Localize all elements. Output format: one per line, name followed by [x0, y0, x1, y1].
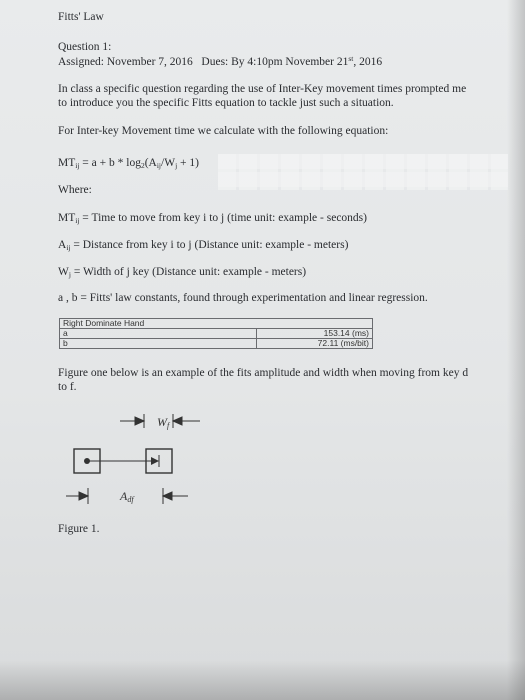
definition-mt: $MT_{ij}$ = Time to move from key i to j (time unit: example - seconds)	[58, 212, 367, 225]
assignment-dates	[58, 52, 382, 69]
table-row	[60, 329, 373, 339]
equation-intro: For Inter-key Movement time we calculate with the following equation:	[58, 125, 389, 137]
where-label: Where:	[58, 184, 92, 196]
movement-arrowhead	[151, 457, 159, 465]
table-header-row	[60, 319, 373, 329]
page-bottom-shadow	[0, 660, 525, 700]
definition-a: $A_{ij}$ = Distance from key i to j (Distance unit: example - meters)	[58, 239, 349, 252]
width-label: Wf	[157, 415, 170, 430]
table-cell-label: a	[60, 329, 257, 339]
table-header: Right Dominate Hand	[60, 319, 373, 329]
table-cell-label: b	[60, 339, 257, 349]
figure-description: Figure one below is an example of the fits amplitude and width when moving from key d to f.	[58, 367, 469, 393]
constants-table	[59, 318, 373, 349]
table-row	[60, 339, 373, 349]
page-edge-shadow	[507, 0, 525, 700]
figure-caption: Figure 1.	[58, 523, 100, 535]
definition-w: $W_j$ = Width of j key (Distance unit: example - meters)	[58, 266, 307, 279]
page-title: Fitts' Law	[58, 11, 104, 23]
question-label: Question 1:	[58, 41, 112, 53]
intro-paragraph: In class a specific question regarding the use of Inter-Key movement times prompted me to introduce you the specific Fitts equation to tackle just such a situation.	[58, 83, 467, 109]
due-date: Dues: By 4:10pm November 21st, 2016	[201, 54, 383, 68]
table-cell-value: 153.14 (ms)	[257, 329, 373, 339]
fitts-diagram	[60, 408, 210, 508]
keyboard-watermark	[218, 154, 508, 190]
distance-label: Adf	[120, 489, 134, 504]
fitts-equation: $MT_{ij} = a + b * \log_2(A_{ij}/W_j + 1)$	[58, 157, 199, 170]
table-cell-value: 72.11 (ms/bit)	[257, 339, 373, 349]
definition-constants: a , b = Fitts' law constants, found through experimentation and linear regression.	[58, 292, 428, 304]
assigned-date: Assigned: November 7, 2016	[58, 56, 193, 68]
